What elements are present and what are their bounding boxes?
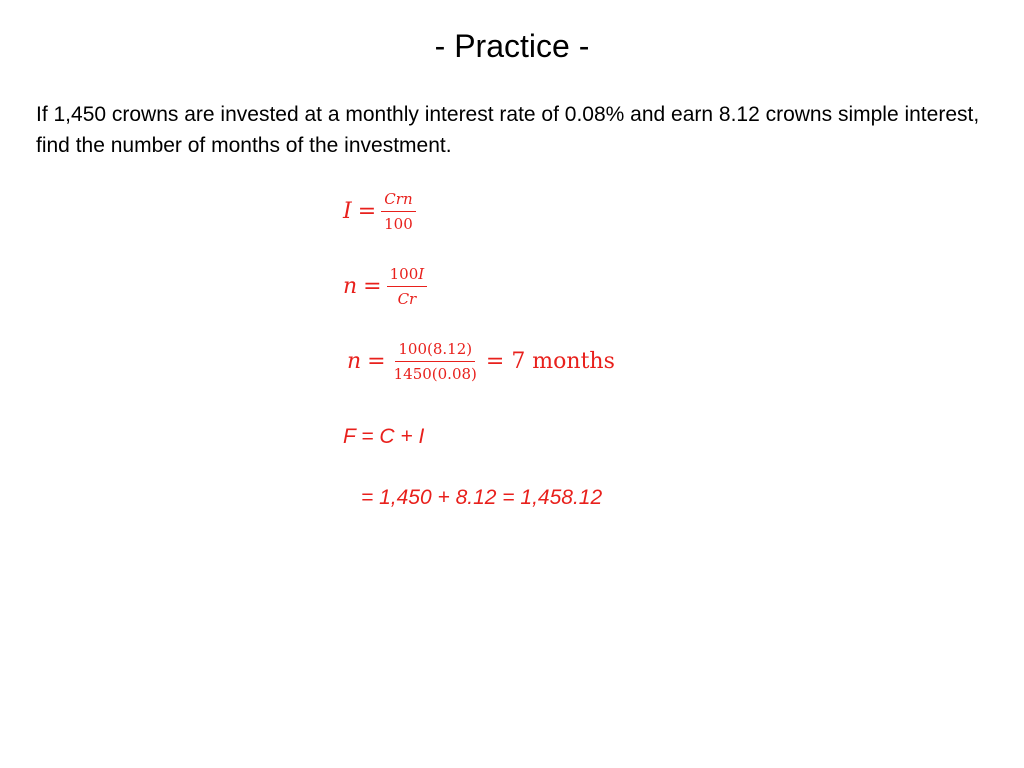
eq2-lhs: n [343, 274, 358, 299]
eq3-result: = 7 months [485, 349, 615, 374]
slide-title: - Practice - [434, 28, 590, 64]
eq2-denominator: Cr [397, 290, 417, 308]
eq3-lhs: n [347, 349, 362, 374]
final-amount-formula: F = C + I [343, 425, 425, 448]
formula-substitution [347, 340, 615, 383]
final-amount-calculation: = 1,450 + 8.12 = 1,458.12 [361, 486, 603, 509]
eq3-numerator: 100(8.12) [395, 340, 475, 362]
eq2-equals: = [363, 274, 382, 299]
eq2-numerator: 100I [387, 265, 428, 287]
eq1-numerator: Crn [381, 190, 415, 212]
eq1-equals: = [357, 199, 377, 224]
eq3-equals: = [367, 349, 386, 374]
eq3-denominator: 1450(0.08) [393, 365, 477, 383]
eq1-denominator: 100 [384, 215, 413, 233]
eq2-fraction [387, 265, 428, 308]
eq3-fraction [391, 340, 480, 383]
eq1-fraction [381, 190, 416, 233]
problem-statement: If 1,450 crowns are invested at a monthly interest rate of 0.08% and earn 8.12 crowns simple interest, find the number of months of the investment. [36, 103, 980, 157]
eq1-lhs: I [343, 199, 352, 224]
formula-simple-interest [343, 190, 416, 233]
formula-months [343, 265, 427, 308]
